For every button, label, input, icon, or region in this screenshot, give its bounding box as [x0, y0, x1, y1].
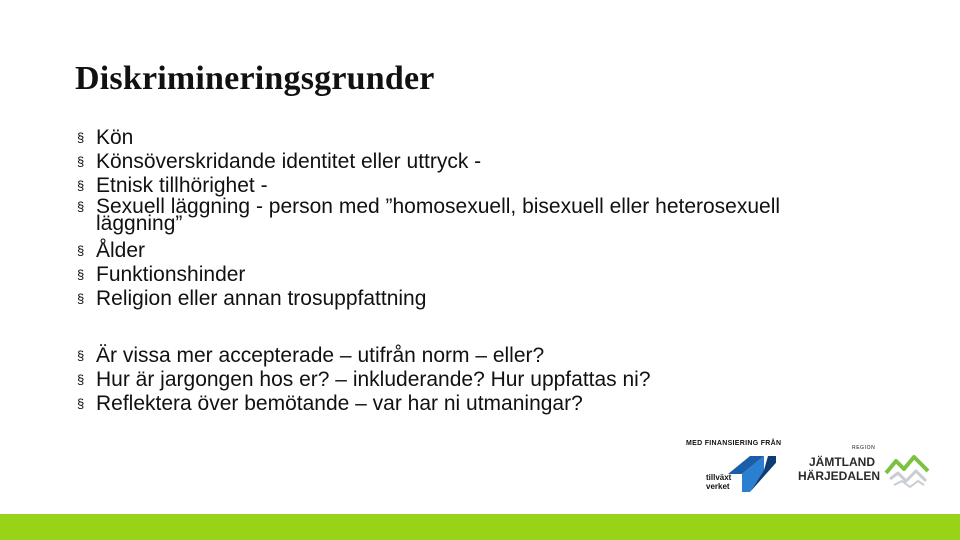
bullet-icon: §: [77, 154, 85, 169]
harjedalen-text: HÄRJEDALEN: [798, 469, 881, 483]
list-item: [77, 287, 797, 311]
region-jamtland-harjedalen-logo: [796, 445, 936, 493]
list-item-text: Är vissa mer accepterade – utifrån norm – eller?: [96, 344, 545, 367]
bullet-icon: §: [77, 267, 85, 282]
bullet-icon: §: [77, 291, 85, 306]
list-item-text: Religion eller annan trosuppfattning: [96, 287, 427, 310]
list-item: [77, 392, 797, 416]
list-item-text: Etnisk tillhörighet -: [96, 174, 268, 197]
list-item-text: Könsöverskridande identitet eller uttryck -: [96, 150, 482, 173]
list-item-text: Ålder: [96, 239, 146, 262]
list-item: [77, 150, 797, 174]
funding-caption: MED FINANSIERING FRÅN: [686, 440, 782, 447]
list-item: [77, 195, 797, 235]
list-item: [77, 344, 797, 368]
grounds-list: [77, 126, 797, 311]
bullet-icon: §: [77, 348, 85, 363]
bullet-icon: §: [77, 130, 85, 145]
tillvaxtverket-logo: [686, 440, 786, 496]
bullet-icon: §: [77, 243, 85, 258]
tillvaxtverket-line1: tillväxt: [706, 473, 732, 482]
list-item: [77, 126, 797, 150]
list-item-text: Sexuell läggning - person med ”homosexuell, bisexuell eller heterosexuell läggning”: [96, 195, 781, 235]
list-item-text: Funktionshinder: [96, 263, 246, 286]
bullet-icon: §: [77, 372, 85, 387]
bullet-icon: §: [77, 199, 85, 214]
list-item-text: Kön: [96, 126, 134, 149]
jamtland-text: JÄMTLAND: [809, 455, 875, 469]
bullet-icon: §: [77, 178, 85, 193]
slide-title: Diskrimineringsgrunder: [75, 60, 435, 97]
region-label: REGION: [852, 445, 876, 451]
tillvaxtverket-name: [706, 473, 731, 491]
list-item: [77, 368, 797, 392]
list-item: [77, 239, 797, 263]
list-item-text: Reflektera över bemötande – var har ni utmaningar?: [96, 392, 583, 415]
tillvaxtverket-line2: verket: [706, 482, 730, 491]
accent-bar: [0, 514, 960, 540]
mountain-icon: [884, 451, 930, 491]
list-item-text: Hur är jargongen hos er? – inkluderande? Hur uppfattas ni?: [96, 368, 651, 391]
questions-list: [77, 344, 797, 416]
list-item: [77, 263, 797, 287]
bullet-icon: §: [77, 396, 85, 411]
